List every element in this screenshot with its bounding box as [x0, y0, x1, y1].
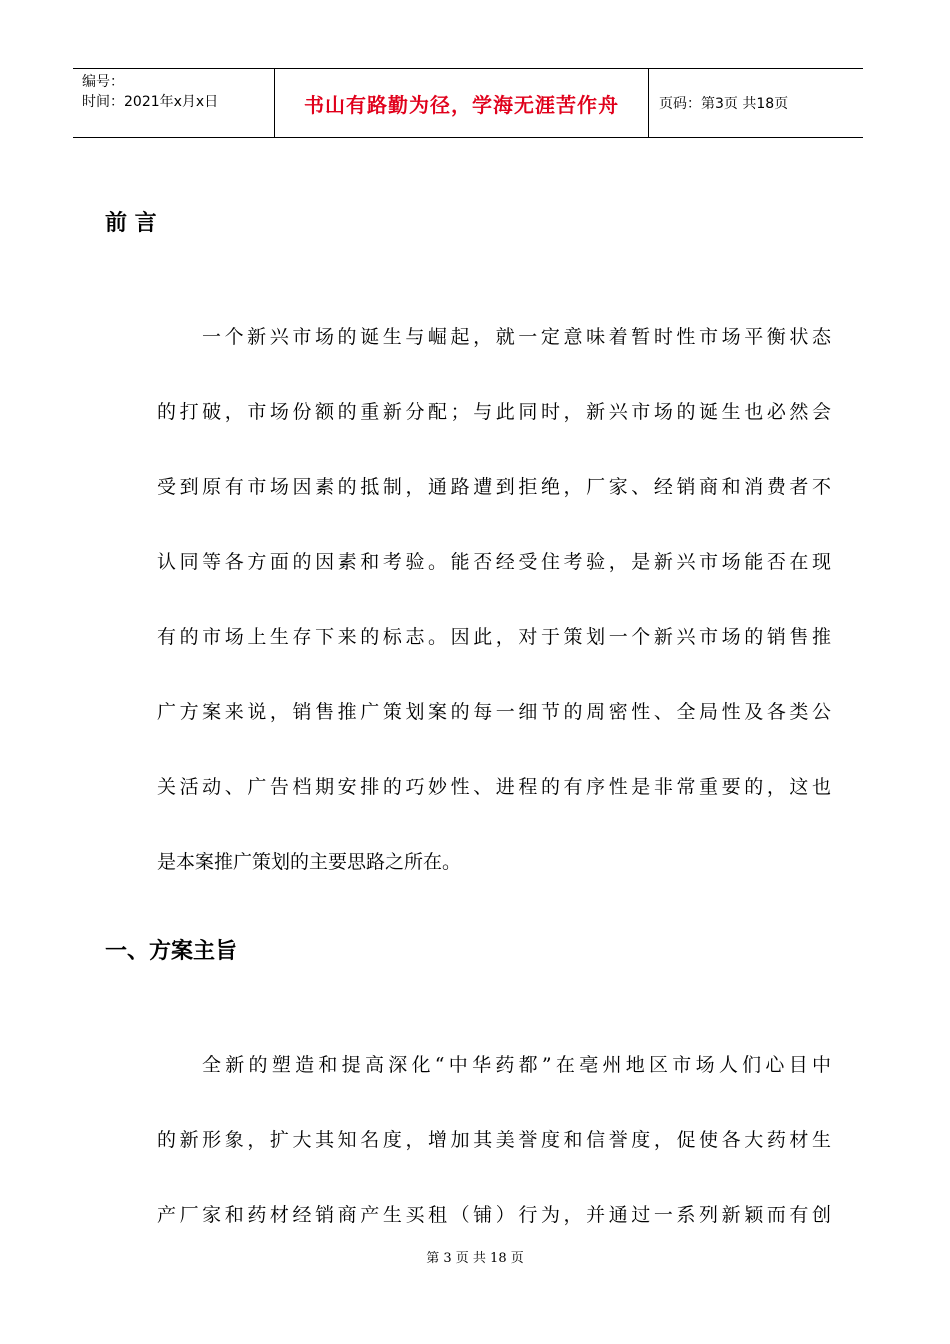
paragraph-line: 的打破，市场份额的重新分配；与此同时，新兴市场的诞生也必然会 — [157, 401, 831, 423]
header-motto: 书山有路勤为径，学海无涯苦作舟 — [304, 92, 619, 117]
document-number-label: 编号： — [82, 74, 124, 90]
paragraph-line: 广方案来说，销售推广策划案的每一细节的周密性、全局性及各类公 — [157, 701, 831, 723]
page-footer — [0, 1247, 950, 1266]
paragraph-line: 是本案推广策划的主要思路之所在。 — [157, 851, 462, 873]
paragraph-line: 认同等各方面的因素和考验。能否经受住考验，是新兴市场能否在现 — [157, 551, 831, 573]
paragraph-line: 的新形象，扩大其知名度，增加其美誉度和信誉度，促使各大药材生 — [157, 1129, 831, 1151]
header-page-cell — [649, 69, 863, 137]
footer-page-number: 第 3 页 共 18 页 — [426, 1251, 524, 1266]
header-meta-cell — [73, 69, 275, 137]
section-heading-plan-purpose: 一、方案主旨 — [105, 939, 238, 964]
page-header — [73, 68, 863, 138]
section-heading-preface: 前 言 — [105, 211, 157, 236]
header-page-number: 页码：第3页 共18页 — [659, 96, 789, 112]
document-date: 时间：2021年x月x日 — [82, 94, 219, 110]
paragraph-line: 有的市场上生存下来的标志。因此，对于策划一个新兴市场的销售推 — [157, 626, 831, 648]
paragraph-line: 受到原有市场因素的抵制，通路遭到拒绝，厂家、经销商和消费者不 — [157, 476, 831, 498]
paragraph-line: 关活动、广告档期安排的巧妙性、进程的有序性是非常重要的，这也 — [157, 776, 831, 798]
paragraph-line: 一个新兴市场的诞生与崛起，就一定意味着暂时性市场平衡状态 — [202, 326, 831, 348]
paragraph-line: 全新的塑造和提高深化“中华药都”在亳州地区市场人们心目中 — [202, 1054, 831, 1076]
paragraph-line: 产厂家和药材经销商产生买租（铺）行为，并通过一系列新颖而有创 — [157, 1204, 831, 1226]
header-motto-cell — [275, 69, 649, 137]
